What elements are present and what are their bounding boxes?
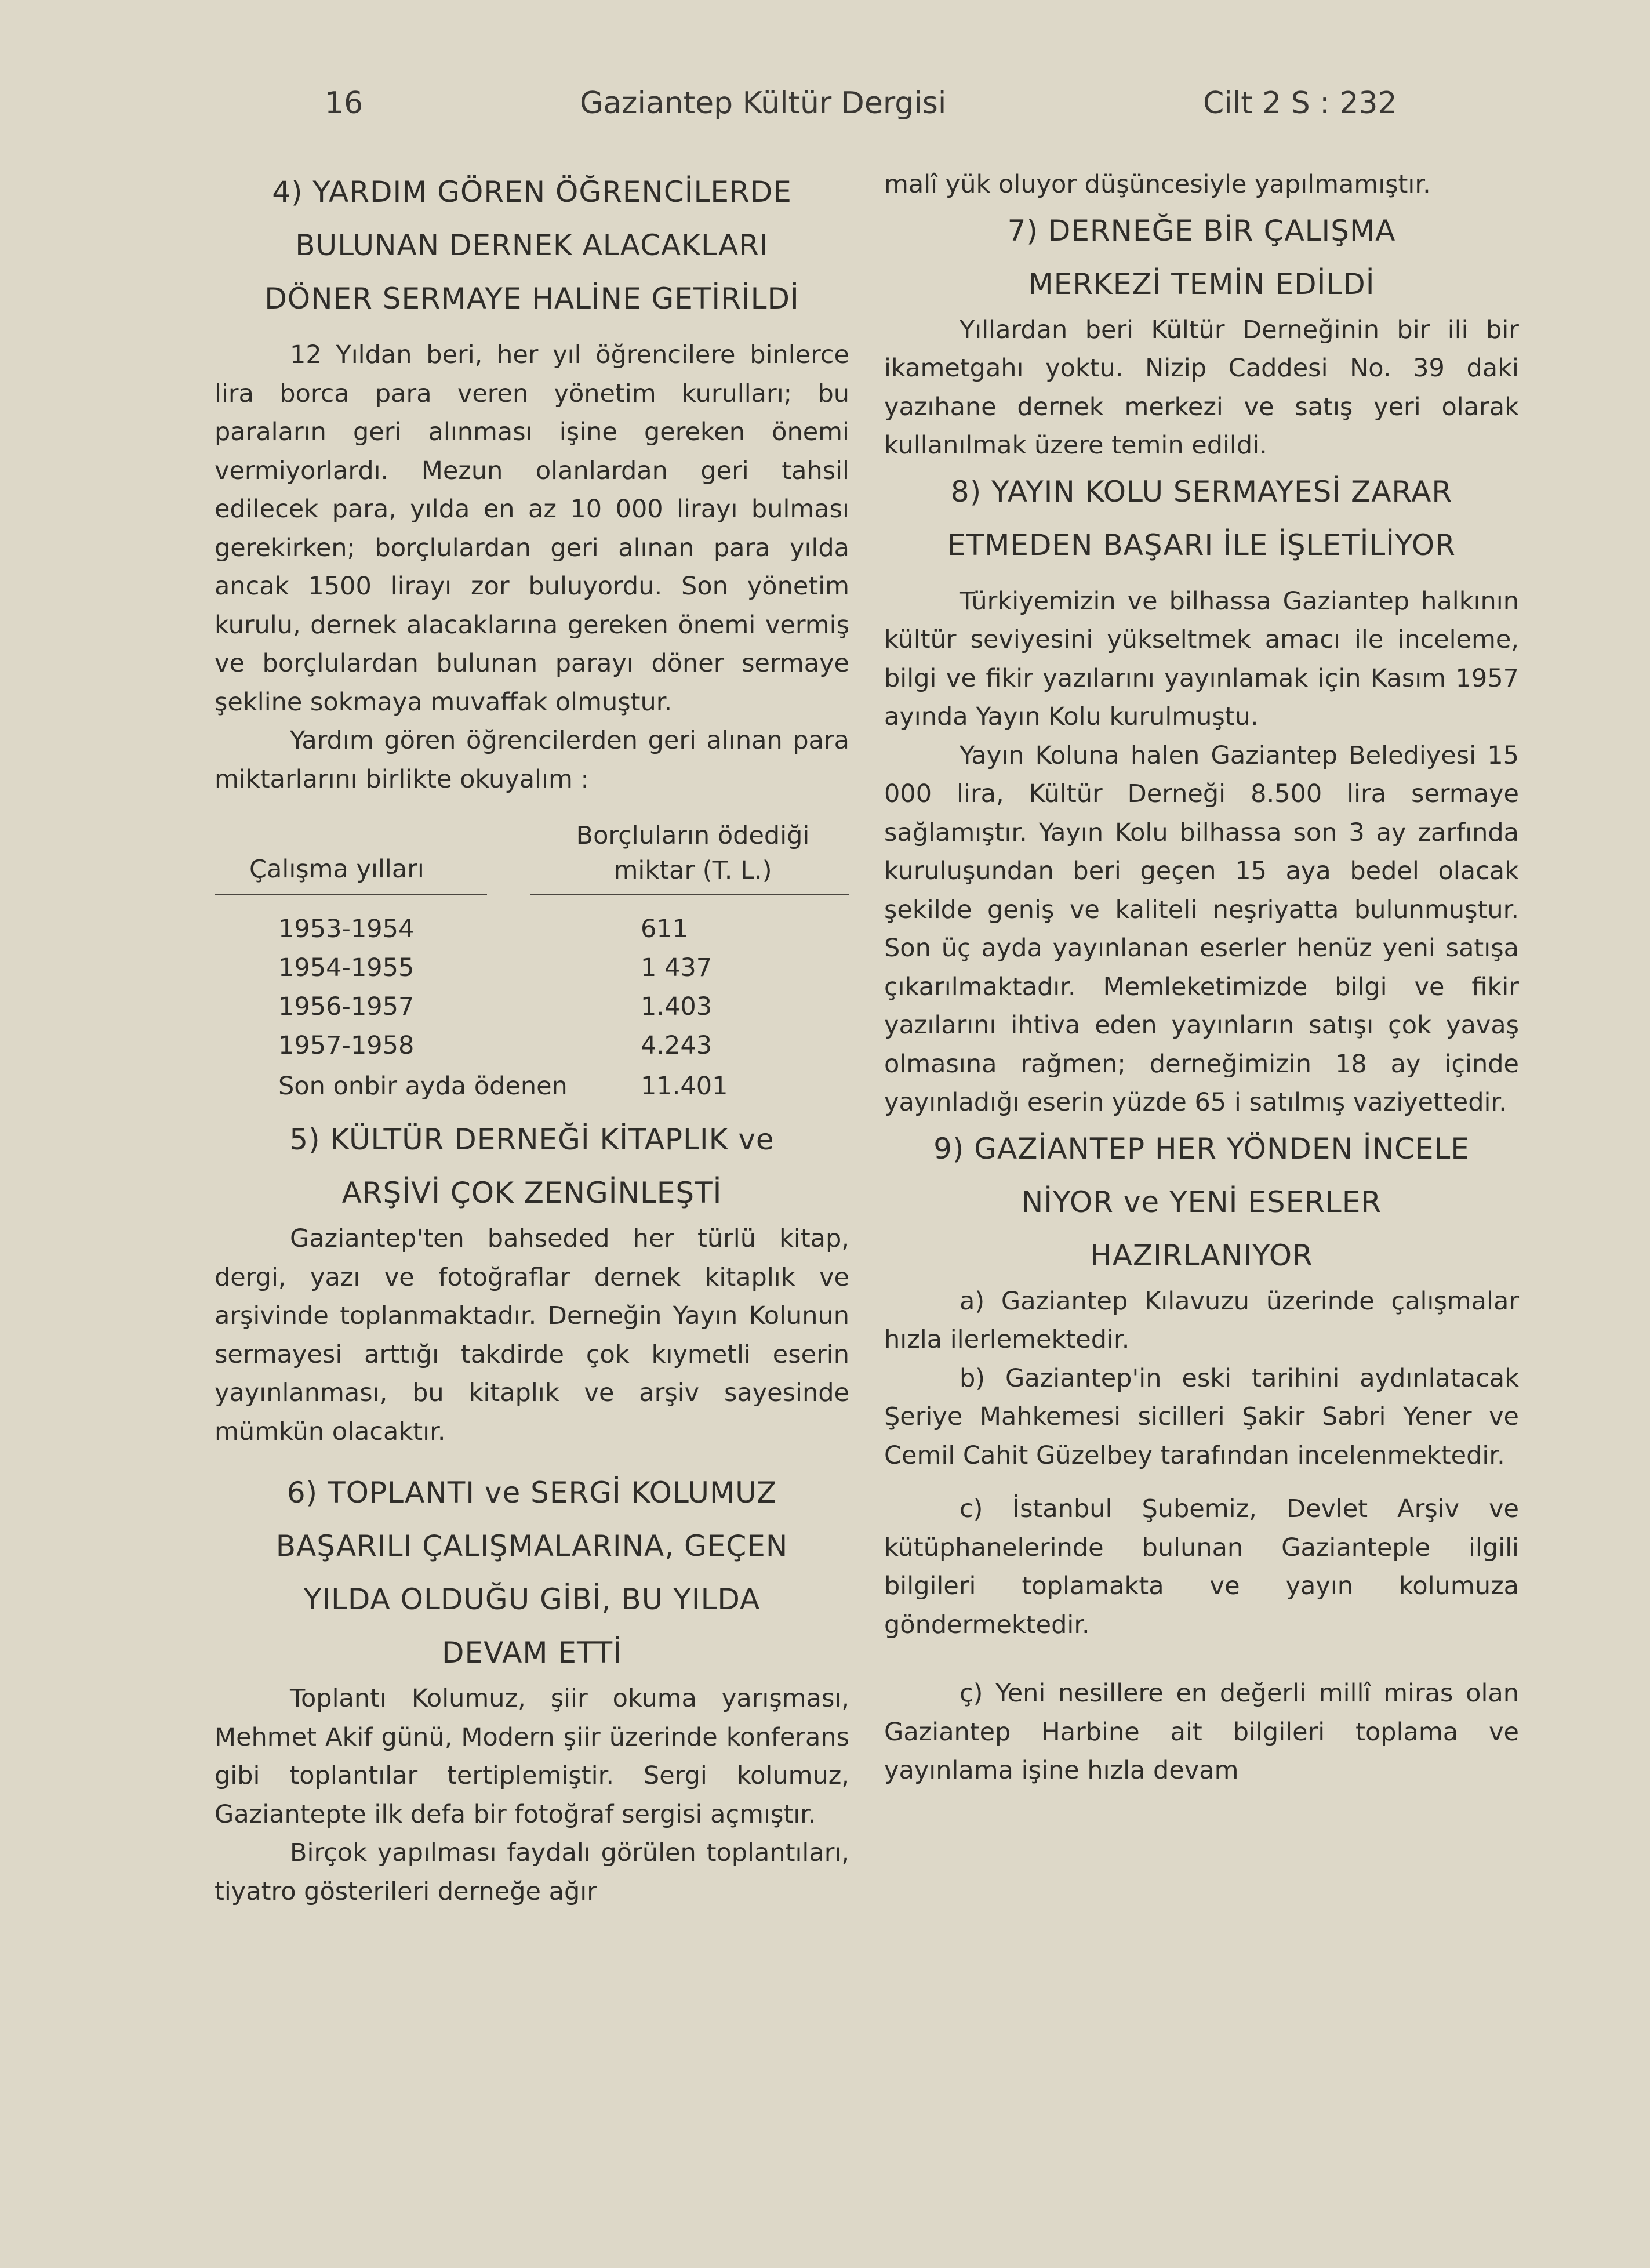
heading-line: 9) GAZİANTEP HER YÖNDEN İNCELE	[933, 1131, 1470, 1166]
section-4-heading	[215, 165, 849, 325]
section-8-paragraph-1: Türkiyemizin ve bilhassa Gaziantep halkının kültür seviyesini yükseltmek amacı ile inceleme, bilgi ve fikir yazılarını yayınlamak için Kasım 1957 ayında Yayın Kolu kurulmuştu.	[884, 586, 1519, 731]
repayment-table	[215, 818, 849, 1107]
section-8-paragraph-2: Yayın Koluna halen Gaziantep Belediyesi 15 000 lira, Kültür Derneği 8.500 lira sermaye sağlamıştır. Yayın Kolu bilhassa son 3 ay zarfında kuruluşundan beri geçen 15 aya bedel olacak şekilde geniş ve kaliteli neşriyatta bulunmuştur. Son üç ayda yayınlanan eserler henüz yeni satışa çıkarılmaktadır. Memleketimizde bilgi ve fikir yazılarını ihtiva eden yayınların satışı çok yavaş olmasına rağmen; derneğimizin 18 ay içinde yayınladığı eserin yüzde 65 i satılmış vaziyettedir.	[884, 741, 1519, 1117]
column-header-amount-line-2: miktar (T. L.)	[613, 856, 772, 885]
column-header-amount-line-1: Borçluların ödediği	[576, 821, 810, 850]
row-years: 1954-1955	[278, 953, 415, 982]
left-column	[215, 165, 849, 1911]
section-4-paragraph-1: 12 Yıldan beri, her yıl öğrencilere binlerce lira borca para veren yönetim kurulları; bu paraların geri alınması işine gereken önemi vermiyorlardı. Mezun olanlardan geri tahsil edilecek para, yılda en az 10 000 lirayı bulması gerekirken; borçlulardan geri alınan para yılda ancak 1500 lirayı zor buluyordu. Son yönetim kurulu, dernek alacaklarına gereken önemi vermiş ve borçlulardan bulunan parayı döner sermaye şekline sokmaya muvaffak olmuştur.	[215, 340, 849, 717]
heading-line: 7) DERNEĞE BİR ÇALIŞMA	[1007, 213, 1396, 248]
row-years: 1953-1954	[278, 915, 415, 944]
table-header	[215, 818, 849, 910]
header-rule-right	[530, 894, 849, 895]
heading-line: 4) YARDIM GÖREN ÖĞRENCİLERDE	[272, 175, 792, 209]
row-amount: 1.403	[641, 992, 713, 1021]
section-6-paragraph-1: Toplantı Kolumuz, şiir okuma yarışması, Mehmet Akif günü, Modern şiir üzerinde konferans gibi toplantılar tertiplemiştir. Sergi kolumuz, Gaziantepte ilk defa bir fotoğraf sergisi açmıştır.	[215, 1684, 849, 1829]
section-6-paragraph-2: Birçok yapılması faydalı görülen toplantıları, tiyatro gösterileri derneğe ağır	[215, 1838, 849, 1906]
row-years: 1956-1957	[278, 992, 415, 1021]
spacer	[884, 1475, 1519, 1490]
heading-line: 5) KÜLTÜR DERNEĞİ KİTAPLIK ve	[289, 1123, 775, 1156]
section-6	[215, 1466, 849, 1911]
heading-line: HAZIRLANIYOR	[1090, 1238, 1313, 1272]
spacer	[884, 1644, 1519, 1674]
heading-line: 8) YAYIN KOLU SERMAYESİ ZARAR	[950, 474, 1453, 509]
issue-info: Cilt 2 S : 232	[1203, 86, 1397, 121]
heading-line: BULUNAN DERNEK ALACAKLARI	[295, 228, 769, 262]
table-total-row	[215, 1065, 849, 1107]
heading-line: DÖNER SERMAYE HALİNE GETİRİLDİ	[264, 282, 799, 315]
total-label: Son onbir ayda ödenen	[278, 1072, 568, 1101]
heading-line: ARŞİVİ ÇOK ZENGİNLEŞTİ	[341, 1176, 722, 1210]
section-7	[884, 204, 1519, 465]
row-amount: 4.243	[641, 1031, 713, 1060]
section-4	[215, 165, 849, 1107]
table-row	[215, 1026, 849, 1065]
section-9-item-a: a) Gaziantep Kılavuzu üzerinde çalışmalar hızla ilerlemektedir.	[884, 1286, 1519, 1354]
running-header	[0, 86, 1650, 132]
column-header-years: Çalışma yılları	[249, 855, 424, 884]
section-5-paragraph-1: Gaziantep'ten bahseded her türlü kitap, dergi, yazı ve fotoğraflar dernek kitaplık ve arşivinde toplanmaktadır. Derneğin Yayın Kolunun sermayesi arttığı takdirde çok kıymetli eserin yayınlanması, bu kitaplık ve arşiv sayesinde mümkün olacaktır.	[215, 1224, 849, 1446]
section-9-item-c: c) İstanbul Şubemiz, Devlet Arşiv ve kütüphanelerinde bulunan Gazianteple ilgili bilgileri toplamakta ve yayın kolumuza göndermektedir.	[884, 1494, 1519, 1639]
section-6-heading	[215, 1466, 849, 1679]
section-8-heading	[884, 465, 1519, 572]
section-4-paragraph-2: Yardım gören öğrencilerden geri alınan para miktarlarını birlikte okuyalım :	[215, 726, 849, 794]
heading-line: NİYOR ve YENİ ESERLER	[1021, 1185, 1382, 1219]
journal-title: Gaziantep Kültür Dergisi	[580, 86, 947, 121]
heading-line: DEVAM ETTİ	[442, 1636, 622, 1670]
row-years: 1957-1958	[278, 1031, 415, 1060]
row-amount: 1 437	[641, 953, 713, 982]
row-amount: 611	[641, 915, 689, 944]
column-header-amount	[536, 818, 849, 888]
page-number: 16	[325, 86, 364, 121]
section-7-paragraph-1: Yıllardan beri Kültür Derneğinin bir ili bir ikametgahı yoktu. Nizip Caddesi No. 39 daki yazıhane dernek merkezi ve satış yeri olarak kullanılmak üzere temin edildi.	[884, 315, 1519, 460]
section-9-item-cc: ç) Yeni nesillere en değerli millî miras olan Gaziantep Harbine ait bilgileri toplama ve yayınlama işine hızla devam	[884, 1679, 1519, 1785]
section-9-heading	[884, 1122, 1519, 1282]
heading-line: YILDA OLDUĞU GİBİ, BU YILDA	[303, 1583, 761, 1616]
section-9	[884, 1122, 1519, 1790]
section-7-heading	[884, 204, 1519, 311]
section-5-heading	[215, 1113, 849, 1220]
heading-line: MERKEZİ TEMİN EDİLDİ	[1028, 267, 1375, 301]
section-9-item-b: b) Gaziantep'in eski tarihini aydınlatacak Şeriye Mahkemesi sicilleri Şakir Sabri Yener ve Cemil Cahit Güzelbey tarafından incelenmektedir.	[884, 1363, 1519, 1470]
heading-line: 6) TOPLANTI ve SERGİ KOLUMUZ	[286, 1476, 777, 1509]
continued-paragraph: malî yük oluyor düşüncesiyle yapılmamıştır.	[884, 170, 1431, 199]
table-row	[215, 988, 849, 1026]
section-8	[884, 465, 1519, 1122]
table-row	[215, 910, 849, 949]
right-column	[884, 165, 1519, 1790]
heading-line: ETMEDEN BAŞARI İLE İŞLETİLİYOR	[947, 528, 1456, 562]
table-row	[215, 949, 849, 988]
spacer	[215, 1451, 849, 1466]
heading-line: BAŞARILI ÇALIŞMALARINA, GEÇEN	[275, 1529, 788, 1563]
total-value: 11.401	[641, 1072, 728, 1101]
section-5	[215, 1113, 849, 1451]
header-rule-left	[215, 894, 487, 895]
